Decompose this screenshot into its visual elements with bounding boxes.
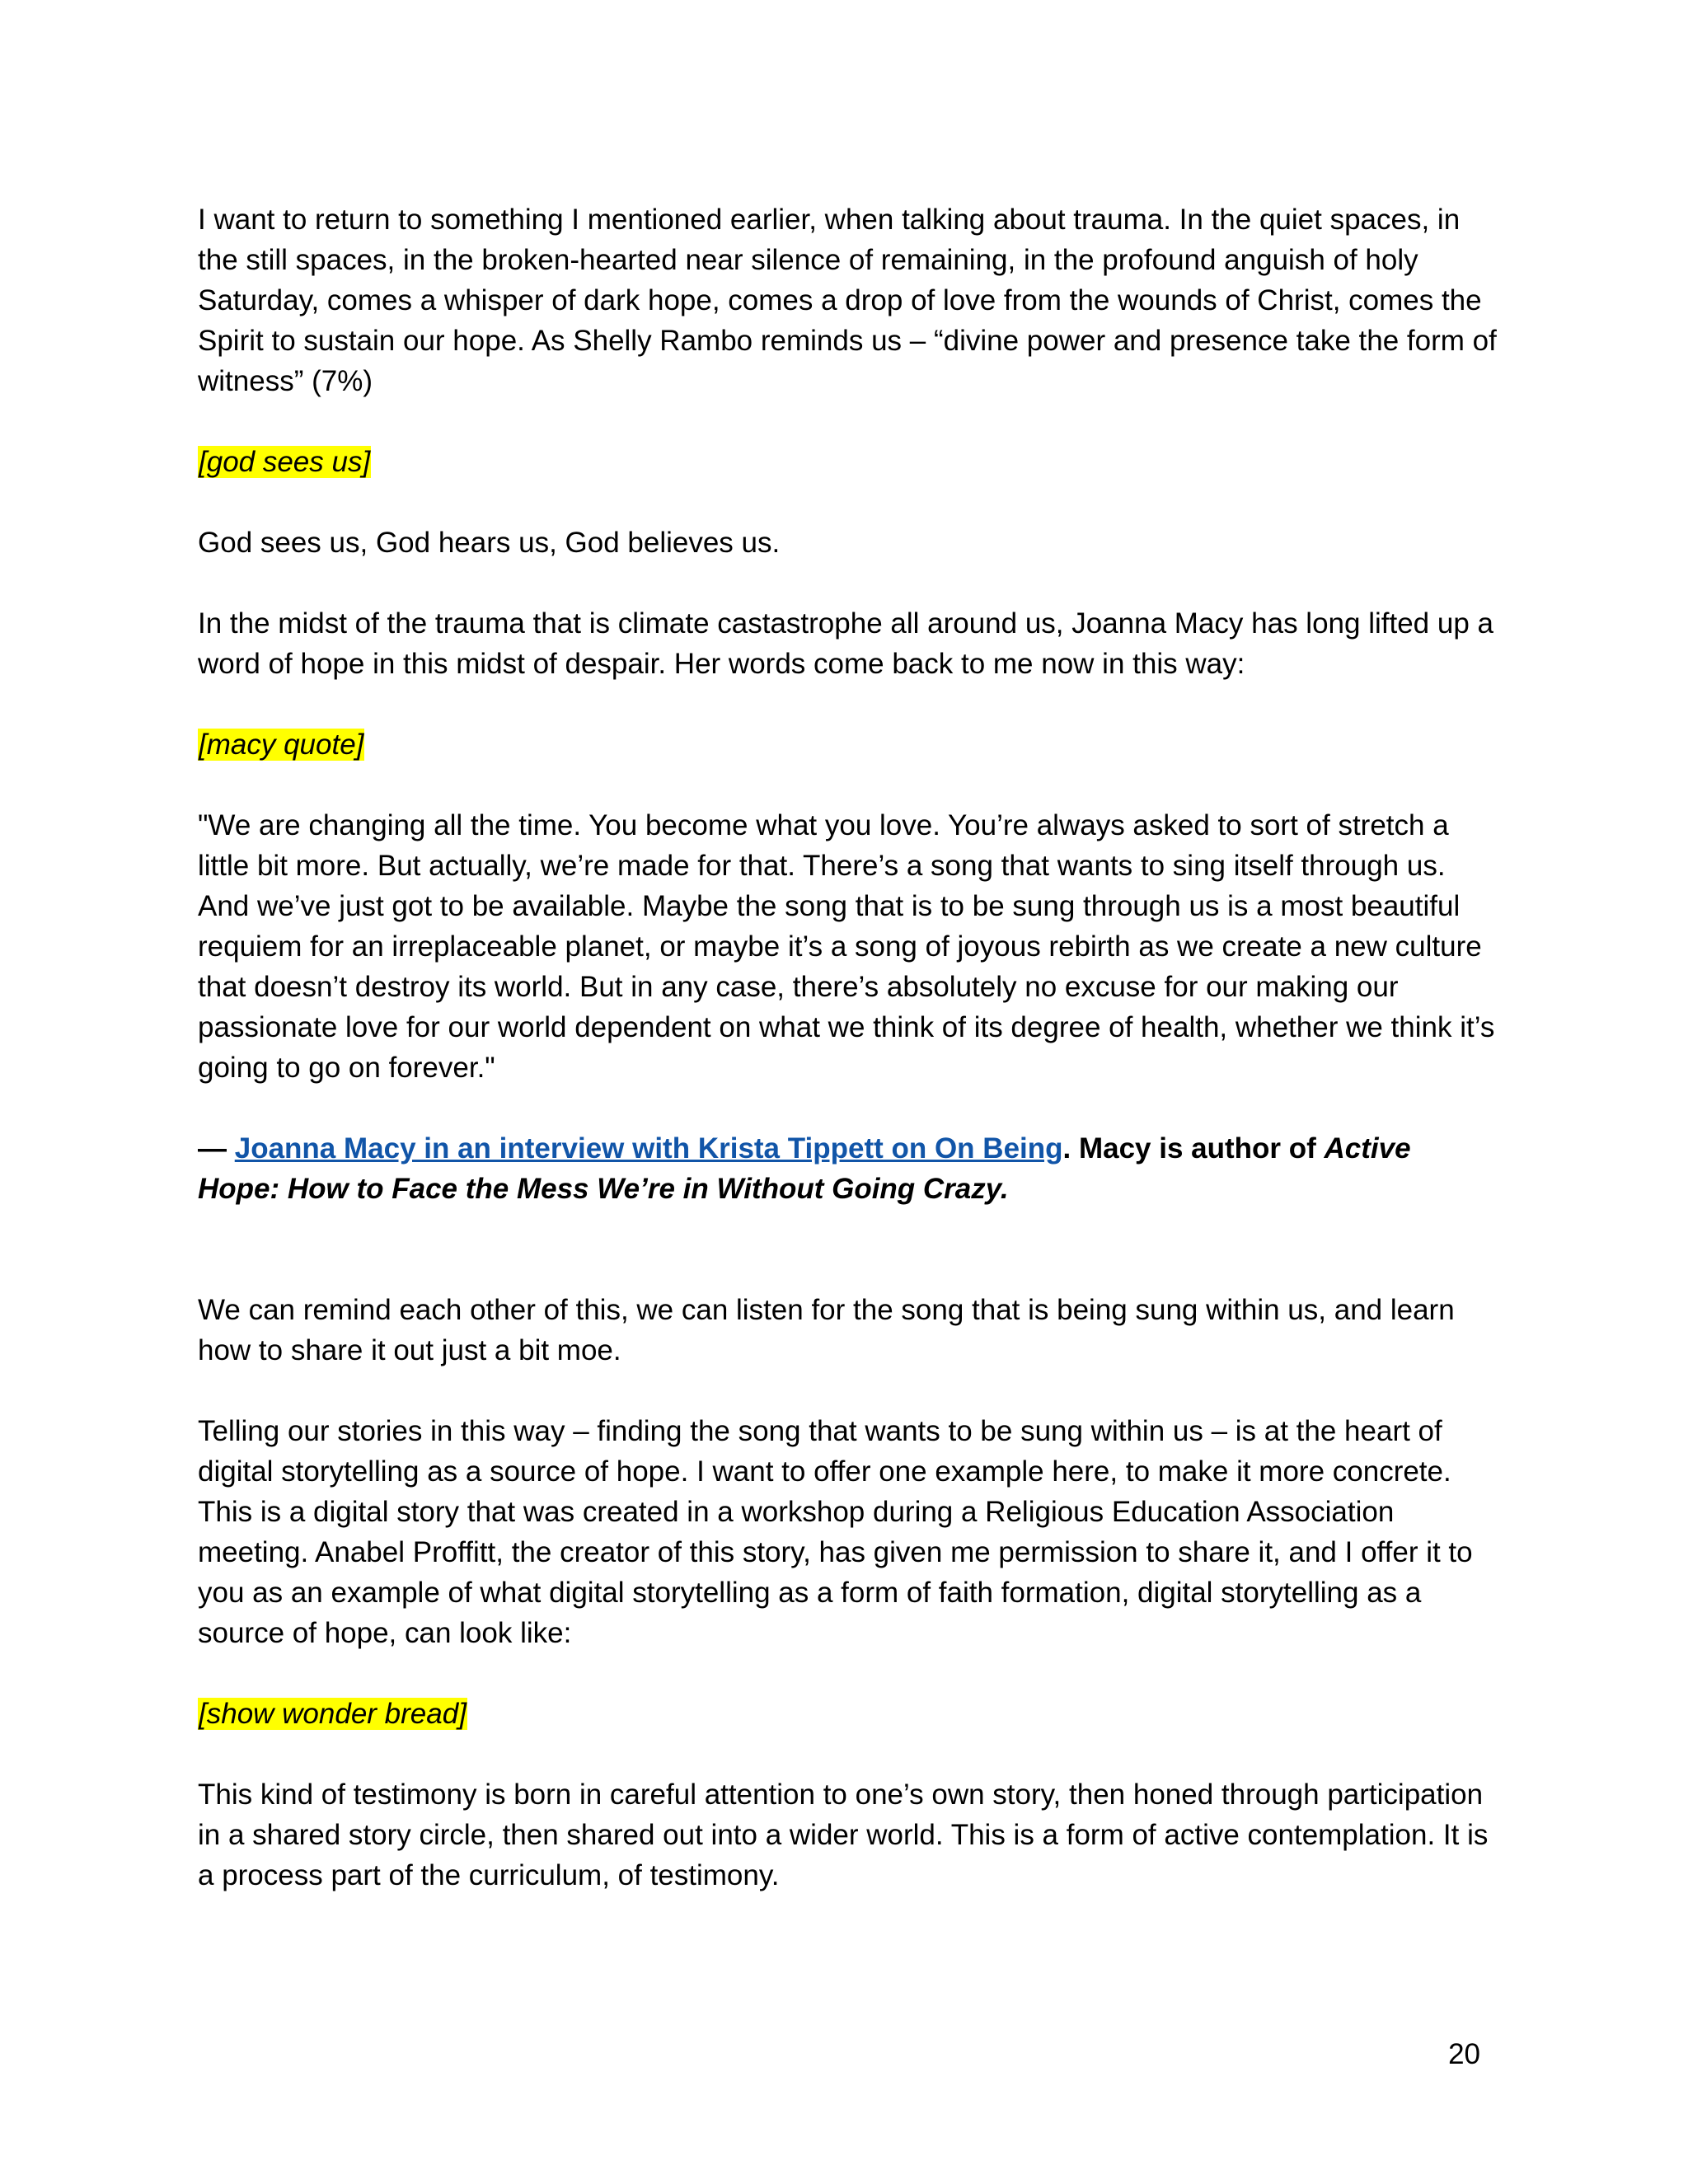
paragraph-telling: Telling our stories in this way – finding the song that wants to be sung within us – is at the heart of digital storytelling as a source of hope. I want to offer one example here, to make it more concrete. This is a digital story that was created in a workshop during a Religious Education Association meeting. Anabel Proffitt, the creator of this story, has given me permission to share it, and I offer it to you as an example of what digital storytelling as a form of faith formation, digital storytelling as a source of hope, can look like: <box>198 1415 1473 1649</box>
paragraph-trauma: I want to return to something I mentioned earlier, when talking about trauma. In the quiet spaces, in the still spaces, in the broken-hearted near silence of remaining, in the profound anguish of holy Saturday, comes a whisper of dark hope, comes a drop of love from the wounds of Christ, comes the Spirit to sustain our hope. As Shelly Rambo reminds us – “divine power and presence take the form of witness” (7%) <box>198 204 1497 397</box>
citation-dash: — <box>198 1132 235 1165</box>
citation-after-link: . Macy is author of <box>1062 1132 1325 1165</box>
note-paragraph <box>198 724 1500 765</box>
paragraph-god-sees: God sees us, God hears us, God believes us. <box>198 527 781 559</box>
highlighted-note-macy-quote: [macy quote] <box>199 729 364 761</box>
page-number: 20 <box>1448 2038 1480 2070</box>
page-body <box>198 199 1500 1936</box>
citation-book-title: Active Hope: How to Face the Mess We’re in Without Going Crazy. <box>198 1132 1411 1205</box>
highlighted-note-wonder-bread: [show wonder bread] <box>199 1698 467 1730</box>
paragraph-testimony: This kind of testimony is born in careful attention to one’s own story, then honed through participation in a shared story circle, then shared out into a wider world. This is a form of active contemplation. It is a process part of the curriculum, of testimony. <box>198 1779 1489 1891</box>
highlighted-note-god-sees-us: [god sees us] <box>199 446 371 478</box>
paragraph-remind: We can remind each other of this, we can listen for the song that is being sung within us, and learn how to share it out just a bit moe. <box>198 1294 1455 1366</box>
note-paragraph <box>198 442 1500 482</box>
citation-link[interactable]: Joanna Macy in an interview with Krista Tippett on On Being <box>234 1132 1063 1165</box>
quote-citation <box>198 1128 1500 1209</box>
note-paragraph <box>198 1694 1500 1734</box>
paragraph-macy-intro: In the midst of the trauma that is climate castastrophe all around us, Joanna Macy has long lifted up a word of hope in this midst of despair. Her words come back to me now in this way: <box>198 607 1493 680</box>
paragraph-macy-quote: "We are changing all the time. You become what you love. You’re always asked to sort of stretch a little bit more. But actually, we’re made for that. There’s a song that wants to sing itself through us. And we’ve just got to be available. Maybe the song that is to be sung through us is a most beautiful requiem for an irreplaceable planet, or maybe it’s a song of joyous rebirth as we create a new culture that doesn’t destroy its world. But in any case, there’s absolutely no excuse for our making our passionate love for our world dependent on what we think of its degree of health, whether we think it’s going to go on forever." <box>198 809 1495 1084</box>
